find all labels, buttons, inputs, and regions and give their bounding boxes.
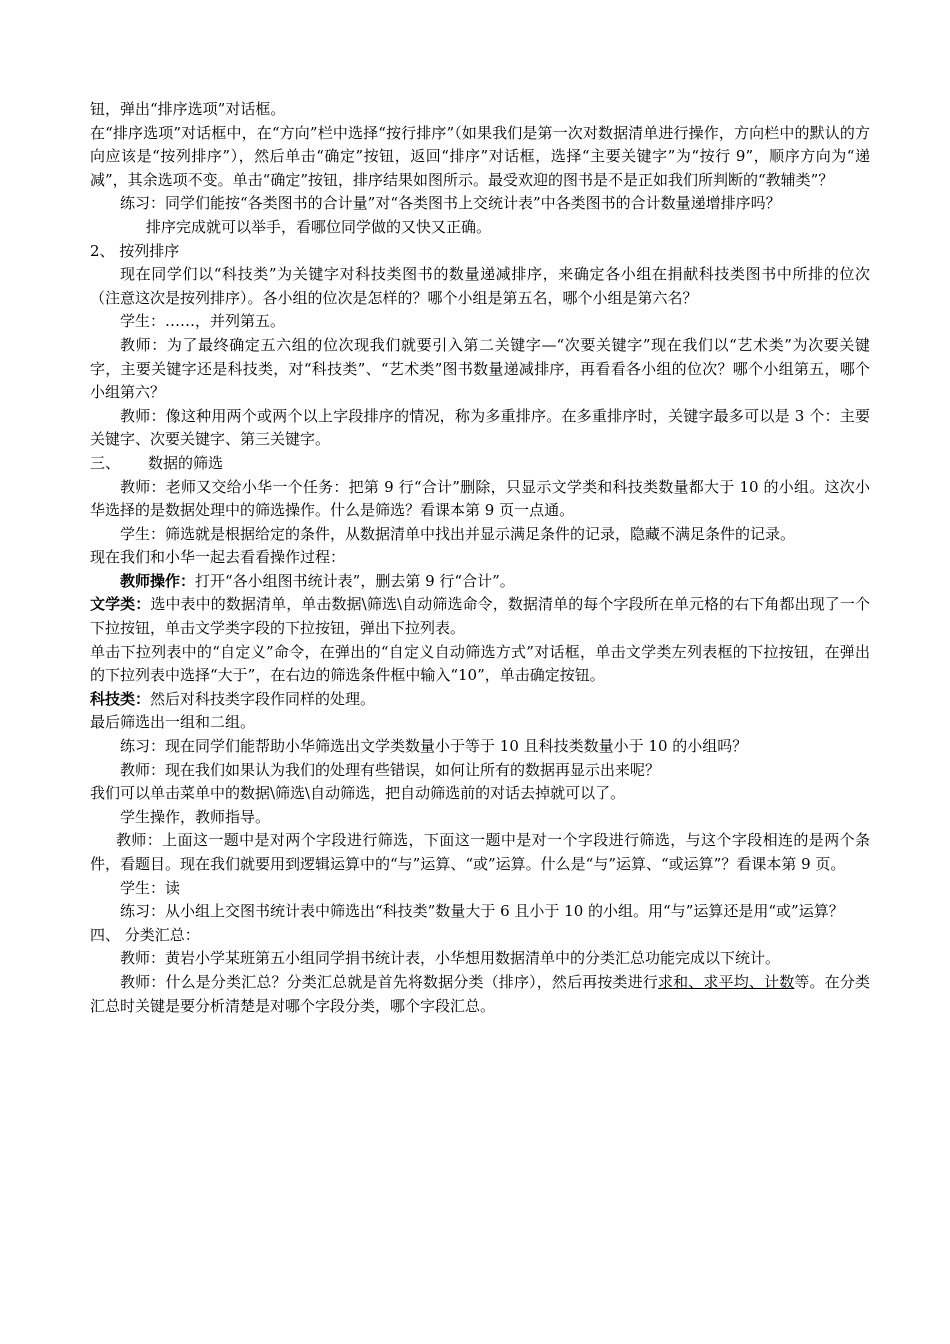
document-page [90, 98, 870, 1018]
paragraph [90, 570, 870, 594]
section-heading: 四、 分类汇总： [90, 925, 200, 944]
bold-label: 文学类： [90, 595, 151, 614]
paragraph: 学生：筛选就是根据给定的条件，从数据清单中找出并显示满足条件的记录，隐藏不满足条件的记录。 [120, 524, 796, 543]
paragraph: 练习：同学们能按“各类图书的合计量”对“各类图书上交统计表”中各类图书的合计数量递增排序吗？ [120, 194, 781, 213]
paragraph: 教师：老师又交给小华一个任务：把第 9 行“合计”删除，只显示文学类和科技类数量都大于 10 的小组。这次小华选择的是数据处理中的筛选操作。什么是筛选？看课本第 9 页一点通。 [90, 477, 870, 520]
paragraph: 教师：黄岩小学某班第五小组同学捐书统计表，小华想用数据清单中的分类汇总功能完成以下统计。 [120, 949, 781, 968]
paragraph: 现在同学们以“科技类”为关键字对科技类图书的数量递减排序，来确定各小组在捐献科技类图书中所排的位次（注意这次是按列排序）。各小组的位次是怎样的？哪个小组是第五名，哪个小组是第六名？ [90, 265, 870, 307]
bold-label: 教师操作： [120, 571, 196, 590]
paragraph-text: 打开“各小组图书统计表”，删去第 9 行“合计”。 [195, 571, 515, 590]
paragraph: 教师：上面这一题中是对两个字段进行筛选，下面这一题中是对一个字段进行筛选，与这个字段相连的是两个条件，看题目。现在我们就要用到逻辑运算中的“与”运算、“或”运算。什么是“与”运算、“或运算”？看课本第 9 页。 [90, 831, 870, 873]
paragraph: 学生：……，并列第五。 [120, 312, 286, 331]
bold-label: 科技类： [90, 689, 151, 708]
paragraph: 教师：为了最终确定五六组的位次现我们就要引入第二关键字—“次要关键字”现在我们以“艺术类”为次要关键字，主要关键字还是科技类，对“科技类”、“艺术类”图书数量递减排序，再看看各小组的位次？哪个小组第五，哪个小组第六？ [90, 335, 870, 402]
paragraph-text: 等。在分类汇总时关键是要分析清楚是对哪个字段分类，哪个字段汇总。 [90, 972, 870, 1015]
paragraph: 钮，弹出“排序选项”对话框。 [90, 100, 286, 118]
paragraph: 练习：从小组上交图书统计表中筛选出“科技类”数量大于 6 且小于 10 的小组。用“与”运算还是用“或”运算？ [120, 902, 844, 921]
paragraph: 在“排序选项”对话框中，在“方向”栏中选择“按行排序”（如果我们是第一次对数据清单进行操作，方向栏中的默认的方向应该是“按列排序”），然后单击“确定”按钮，返回“排序”对话框，选择“主要关键字”为“按行 9”，顺序方向为“递减”，其余选项不变。单击“确定”按钮，排序结果如图所示。最受欢迎的图书是不是正如我们所判断的“教辅类”？ [90, 123, 870, 189]
paragraph [90, 688, 870, 712]
section-number: 三、 [90, 453, 121, 472]
paragraph: 练习：现在同学们能帮助小华筛选出文学类数量小于等于 10 且科技类数量小于 10 的小组吗？ [120, 737, 748, 756]
underlined-text: 求和、求平均、计数 [657, 972, 795, 991]
paragraph: 最后筛选出一组和二组。 [90, 713, 256, 732]
paragraph: 学生：读 [120, 878, 181, 897]
paragraph [90, 593, 870, 640]
section-title: 数据的筛选 [148, 453, 224, 472]
paragraph [90, 971, 870, 1018]
section-heading [90, 452, 870, 476]
paragraph: 单击下拉列表中的“自定义”命令，在弹出的“自定义自动筛选方式”对话框，单击文学类左列表框的下拉按钮，在弹出的下拉列表中选择“大于”，在右边的筛选条件框中输入“10”，单击确定按钮。 [90, 642, 870, 685]
paragraph: 我们可以单击菜单中的数据\筛选\自动筛选，把自动筛选前的对话去掉就可以了。 [90, 784, 626, 803]
paragraph: 排序完成就可以举手，看哪位同学做的又快又正确。 [146, 217, 492, 236]
paragraph: 现在我们和小华一起去看看操作过程： [90, 548, 346, 567]
paragraph-text: 教师：什么是分类汇总？分类汇总就是首先将数据分类（排序），然后再按类进行 [120, 972, 658, 991]
paragraph-text: 选中表中的数据清单，单击数据\筛选\自动筛选命令，数据清单的每个字段所在单元格的右下角都出现了一个下拉按钮，单击文学类字段的下拉按钮，弹出下拉列表。 [90, 595, 870, 638]
paragraph-text: 然后对科技类字段作同样的处理。 [150, 689, 376, 708]
paragraph: 教师：像这种用两个或两个以上字段排序的情况，称为多重排序。在多重排序时，关键字最多可以是 3 个：主要关键字、次要关键字、第三关键字。 [90, 406, 870, 449]
paragraph: 学生操作，教师指导。 [120, 807, 271, 826]
paragraph: 教师：现在我们如果认为我们的处理有些错误，如何让所有的数据再显示出来呢？ [120, 760, 661, 779]
section-heading: 2、 按列排序 [90, 241, 180, 260]
